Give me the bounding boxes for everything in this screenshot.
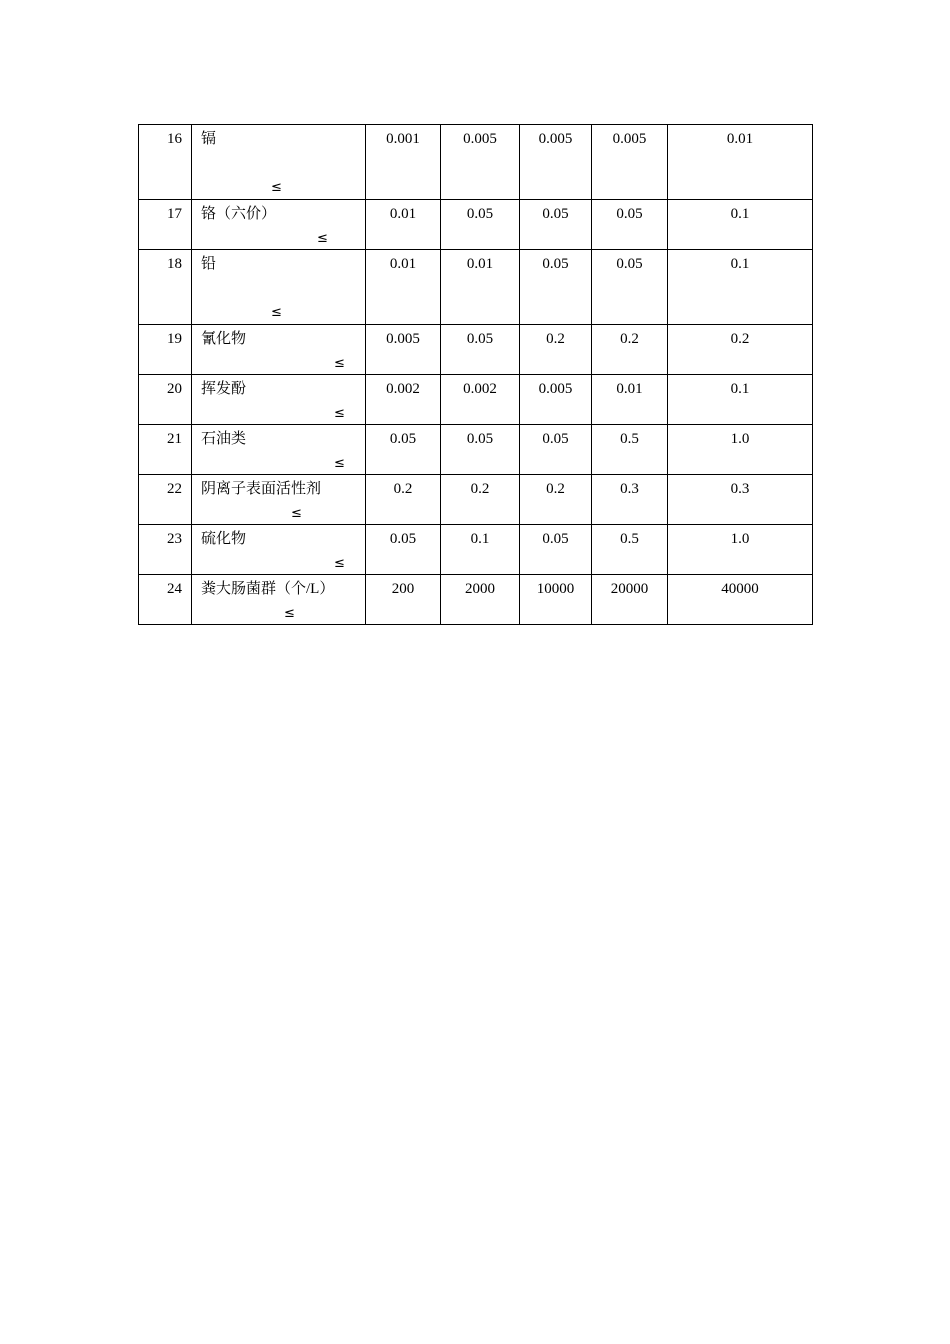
value-class-1: 0.01 bbox=[366, 200, 441, 250]
value-class-4: 0.3 bbox=[592, 475, 668, 525]
value-class-5: 0.1 bbox=[668, 250, 813, 325]
value-class-4: 0.5 bbox=[592, 425, 668, 475]
value-class-5: 0.01 bbox=[668, 125, 813, 200]
value-class-5: 1.0 bbox=[668, 525, 813, 575]
item-cell bbox=[192, 325, 366, 375]
less-equal-symbol: ≤ bbox=[271, 305, 282, 320]
value-class-5: 1.0 bbox=[668, 425, 813, 475]
value-class-1: 0.001 bbox=[366, 125, 441, 200]
value-class-1: 200 bbox=[366, 575, 441, 625]
table-row bbox=[139, 375, 813, 425]
value-class-3: 0.05 bbox=[520, 525, 592, 575]
item-cell bbox=[192, 125, 366, 200]
value-class-4: 0.5 bbox=[592, 525, 668, 575]
table-row bbox=[139, 525, 813, 575]
value-class-3: 0.2 bbox=[520, 475, 592, 525]
item-name: 硫化物 bbox=[201, 531, 247, 547]
item-name: 挥发酚 bbox=[201, 381, 247, 397]
item-name: 铅 bbox=[201, 256, 217, 272]
value-class-1: 0.002 bbox=[366, 375, 441, 425]
value-class-5: 0.1 bbox=[668, 200, 813, 250]
less-equal-symbol: ≤ bbox=[291, 506, 302, 521]
row-number: 17 bbox=[139, 200, 192, 250]
value-class-2: 0.005 bbox=[441, 125, 520, 200]
table-row bbox=[139, 575, 813, 625]
value-class-2: 0.05 bbox=[441, 425, 520, 475]
table-row bbox=[139, 325, 813, 375]
row-number: 22 bbox=[139, 475, 192, 525]
value-class-2: 0.002 bbox=[441, 375, 520, 425]
value-class-5: 0.3 bbox=[668, 475, 813, 525]
table-row bbox=[139, 200, 813, 250]
value-class-4: 20000 bbox=[592, 575, 668, 625]
row-number: 23 bbox=[139, 525, 192, 575]
table-row bbox=[139, 425, 813, 475]
value-class-4: 0.05 bbox=[592, 250, 668, 325]
less-equal-symbol: ≤ bbox=[334, 556, 345, 571]
item-cell bbox=[192, 375, 366, 425]
value-class-3: 0.05 bbox=[520, 200, 592, 250]
item-name: 石油类 bbox=[201, 431, 247, 447]
less-equal-symbol: ≤ bbox=[334, 356, 345, 371]
value-class-2: 0.01 bbox=[441, 250, 520, 325]
row-number: 21 bbox=[139, 425, 192, 475]
value-class-3: 0.2 bbox=[520, 325, 592, 375]
value-class-4: 0.05 bbox=[592, 200, 668, 250]
value-class-2: 0.1 bbox=[441, 525, 520, 575]
value-class-4: 0.005 bbox=[592, 125, 668, 200]
value-class-1: 0.005 bbox=[366, 325, 441, 375]
less-equal-symbol: ≤ bbox=[334, 456, 345, 471]
value-class-2: 0.2 bbox=[441, 475, 520, 525]
value-class-5: 40000 bbox=[668, 575, 813, 625]
value-class-3: 0.005 bbox=[520, 125, 592, 200]
less-equal-symbol: ≤ bbox=[271, 180, 282, 195]
value-class-2: 0.05 bbox=[441, 200, 520, 250]
item-name: 氰化物 bbox=[201, 331, 247, 347]
value-class-3: 0.005 bbox=[520, 375, 592, 425]
item-cell bbox=[192, 525, 366, 575]
table-row bbox=[139, 250, 813, 325]
item-name: 粪大肠菌群（个/L） bbox=[201, 581, 335, 597]
value-class-3: 0.05 bbox=[520, 250, 592, 325]
table-row bbox=[139, 125, 813, 200]
water-quality-standard-table bbox=[138, 124, 813, 625]
less-equal-symbol: ≤ bbox=[317, 231, 328, 246]
value-class-1: 0.2 bbox=[366, 475, 441, 525]
item-name: 铬（六价） bbox=[201, 206, 277, 222]
table-row bbox=[139, 475, 813, 525]
row-number: 19 bbox=[139, 325, 192, 375]
value-class-5: 0.2 bbox=[668, 325, 813, 375]
value-class-2: 2000 bbox=[441, 575, 520, 625]
value-class-1: 0.05 bbox=[366, 525, 441, 575]
row-number: 24 bbox=[139, 575, 192, 625]
row-number: 18 bbox=[139, 250, 192, 325]
item-cell bbox=[192, 475, 366, 525]
value-class-1: 0.05 bbox=[366, 425, 441, 475]
value-class-3: 0.05 bbox=[520, 425, 592, 475]
value-class-2: 0.05 bbox=[441, 325, 520, 375]
less-equal-symbol: ≤ bbox=[284, 606, 295, 621]
value-class-1: 0.01 bbox=[366, 250, 441, 325]
item-cell bbox=[192, 575, 366, 625]
row-number: 20 bbox=[139, 375, 192, 425]
less-equal-symbol: ≤ bbox=[334, 406, 345, 421]
value-class-4: 0.2 bbox=[592, 325, 668, 375]
value-class-3: 10000 bbox=[520, 575, 592, 625]
item-cell bbox=[192, 250, 366, 325]
item-name: 阴离子表面活性剂 bbox=[201, 481, 322, 497]
value-class-4: 0.01 bbox=[592, 375, 668, 425]
value-class-5: 0.1 bbox=[668, 375, 813, 425]
item-cell bbox=[192, 200, 366, 250]
item-cell bbox=[192, 425, 366, 475]
row-number: 16 bbox=[139, 125, 192, 200]
item-name: 镉 bbox=[201, 131, 217, 147]
